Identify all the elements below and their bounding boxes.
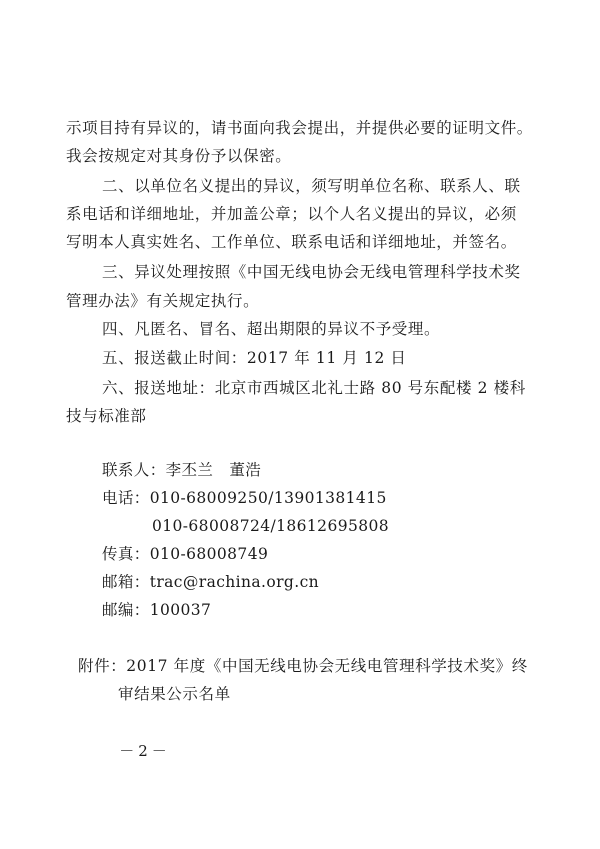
phone-value: 010-68008724/18612695808 <box>152 517 390 535</box>
postcode-label: 邮编： <box>102 601 150 619</box>
contact-phone <box>102 488 387 508</box>
paragraph-line: 技与标准部 <box>66 407 147 425</box>
postcode-value: 100037 <box>149 601 212 619</box>
contact-phone-2 <box>152 516 389 536</box>
paragraph-line: 示项目持有异议的，请书面向我会提出，并提供必要的证明文件。 <box>66 119 533 137</box>
phone-label: 电话： <box>102 489 150 507</box>
contact-name: 董浩 <box>229 461 262 479</box>
paragraph-line: 我会按规定对其身份予以保密。 <box>66 147 292 165</box>
contact-fax <box>102 544 268 564</box>
paragraph-line: 五、报送截止时间：2017 年 11 月 12 日 <box>102 349 407 367</box>
phone-value: 010-68009250/13901381415 <box>149 489 387 507</box>
email-value: trac@rachina.org.cn <box>149 573 320 591</box>
contact-name: 李丕兰 <box>165 461 214 479</box>
paragraph-line: 四、凡匿名、冒名、超出期限的异议不予受理。 <box>102 320 441 338</box>
attachment-line: 附件：2017 年度《中国无线电协会无线电管理科学技术奖》终 <box>78 657 528 675</box>
paragraph-line: 写明本人真实姓名、工作单位、联系电话和详细地址，并签名。 <box>66 233 517 251</box>
paragraph-line: 三、异议处理按照《中国无线电协会无线电管理科学技术奖 <box>102 263 521 281</box>
fax-value: 010-68008749 <box>149 545 269 563</box>
contact-people <box>102 460 261 480</box>
paragraph-line: 系电话和详细地址，并加盖公章；以个人名义提出的异议，必须 <box>66 205 517 223</box>
contact-label: 联系人： <box>102 461 166 479</box>
contact-email <box>102 572 319 592</box>
contact-postcode <box>102 600 211 620</box>
page-number: －2－ <box>119 742 171 760</box>
fax-label: 传真： <box>102 545 150 563</box>
paragraph-line: 六、报送地址：北京市西城区北礼士路 80 号东配楼 2 楼科 <box>102 379 526 397</box>
attachment-line: 审结果公示名单 <box>118 685 231 703</box>
paragraph-line: 管理办法》有关规定执行。 <box>66 292 260 310</box>
email-label: 邮箱： <box>102 573 150 591</box>
paragraph-line: 二、以单位名义提出的异议，须写明单位名称、联系人、联 <box>102 177 521 195</box>
